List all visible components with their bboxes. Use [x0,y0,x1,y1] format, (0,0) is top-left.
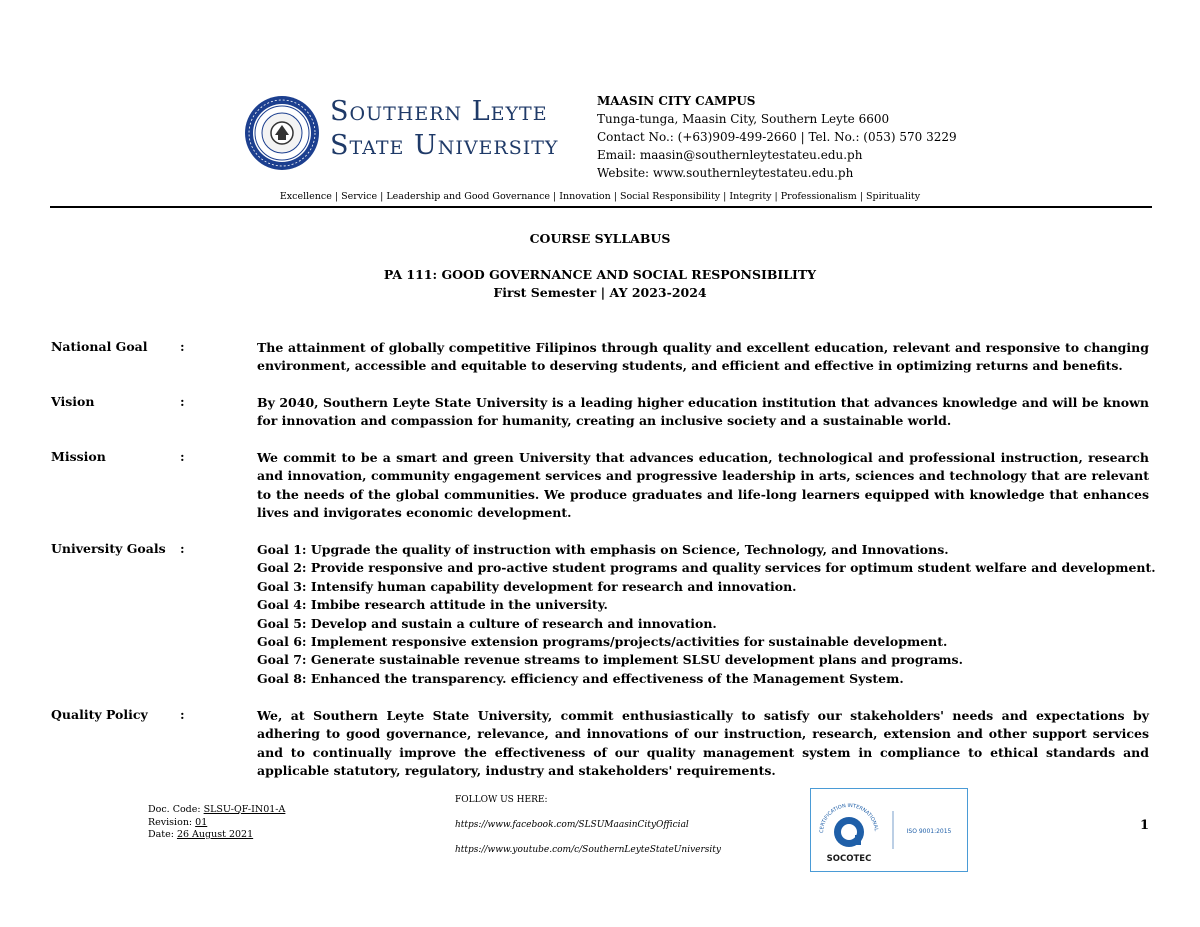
national-goal-label: National Goal [51,339,148,354]
revision: 01 [195,816,208,828]
campus-info [597,92,957,182]
vision-label: Vision [51,394,95,409]
doc-code-label: Doc. Code: [148,804,204,815]
goal-item: Goal 4: Imbibe research attitude in the university. [257,597,608,613]
document-control-info [148,804,285,842]
mission-label: Mission [51,449,106,464]
course-title: PA 111: GOOD GOVERNANCE AND SOCIAL RESPONSIBILITY [383,267,817,282]
campus-title: MAASIN CITY CAMPUS [597,94,756,108]
doc-code: SLSU-QF-IN01-A [203,804,286,815]
campus-website: Website: www.southernleytestateu.edu.ph [597,166,854,180]
cert-brand-text: SOCOTEC [826,854,872,864]
university-name-line2: State University [330,130,559,161]
campus-email: Email: maasin@southernleytestateu.edu.ph [597,148,863,162]
document-type-title: COURSE SYLLABUS [529,231,671,246]
goal-item: Goal 3: Intensify human capability development for research and innovation. [257,578,797,594]
quality-policy-text: We, at Southern Leyte State University, commit enthusiastically to satisfy our stakeholders' needs and expectations by adhering to good governance, relevance, and innovations of our instruction, research, extension and other support services and to continually improve the effectiveness of our quality management system in compliance to ethical standards and applicable statutory, regulatory, industry and stakeholders' requirements. [257,708,1149,779]
university-seal-logo [244,95,320,171]
goal-item: Goal 5: Develop and sustain a culture of research and innovation. [257,615,717,631]
page-number: 1 [1140,818,1150,833]
cert-ring-text: CERTIFICATION INTERNATIONAL [818,802,879,834]
university-goals-label: University Goals [51,541,166,556]
date: 26 August 2021 [176,829,254,840]
revision-label: Revision: [148,816,196,828]
goal-item: Goal 1: Upgrade the quality of instruction with emphasis on Science, Technology, and Innovations. [257,542,949,557]
certification-badge [810,788,968,872]
mission-colon: : [180,449,185,464]
header-divider [50,206,1152,208]
university-goals-colon: : [180,541,185,556]
quality-policy-label: Quality Policy [51,707,148,722]
facebook-link[interactable]: https://www.facebook.com/SLSUMaasinCityOfficial [455,820,689,830]
campus-address: Tunga-tunga, Maasin City, Southern Leyte 6600 [597,112,890,126]
vision-colon: : [180,394,185,409]
university-name-line1: Southern Leyte [330,96,548,127]
university-goals-list [257,541,1157,688]
vision-text: By 2040, Southern Leyte State University is a leading higher education institution that advances knowledge and will be known for innovation and compassion for humanity, creating an inclusive society and a sustainable world. [257,395,1149,429]
follow-us-label: FOLLOW US HERE: [455,795,548,805]
goal-item: Goal 6: Implement responsive extension programs/projects/activities for sustainable development. [257,634,948,650]
youtube-link[interactable]: https://www.youtube.com/c/SouthernLeyteStateUniversity [455,845,721,855]
national-goal-text: The attainment of globally competitive Filipinos through quality and excellent education, relevant and responsive to changing environment, accessible and equitable to deserving students, and efficient and effective in optimizing returns and benefits. [257,340,1149,374]
cert-standard-text: ISO 9001:2015 [906,828,952,835]
core-values: Excellence | Service | Leadership and Good Governance | Innovation | Social Responsibility | Integrity | Professionalism | Spirituality [279,191,921,202]
quality-policy-colon: : [180,707,185,722]
campus-contact: Contact No.: (+63)909-499-2660 | Tel. No.: (053) 570 3229 [597,130,957,144]
date-label: Date: [148,829,177,840]
goal-item: Goal 2: Provide responsive and pro-active student programs and quality services for optimum student welfare and development. [257,560,1156,576]
goal-item: Goal 8: Enhanced the transparency. efficiency and effectiveness of the Management System. [257,670,904,686]
semester-line: First Semester | AY 2023-2024 [493,285,707,300]
mission-text: We commit to be a smart and green University that advances education, technological and professional instruction, research and innovation, community engagement services and progressive leadership in arts, sciences and technology that are relevant to the needs of the global communities. We produce graduates and life-long learners equipped with knowledge that enhances lives and invigorates economic development. [257,450,1149,521]
socotec-logo-icon [811,789,967,871]
national-goal-colon: : [180,339,185,354]
goal-item: Goal 7: Generate sustainable revenue streams to implement SLSU development plans and programs. [257,652,963,668]
